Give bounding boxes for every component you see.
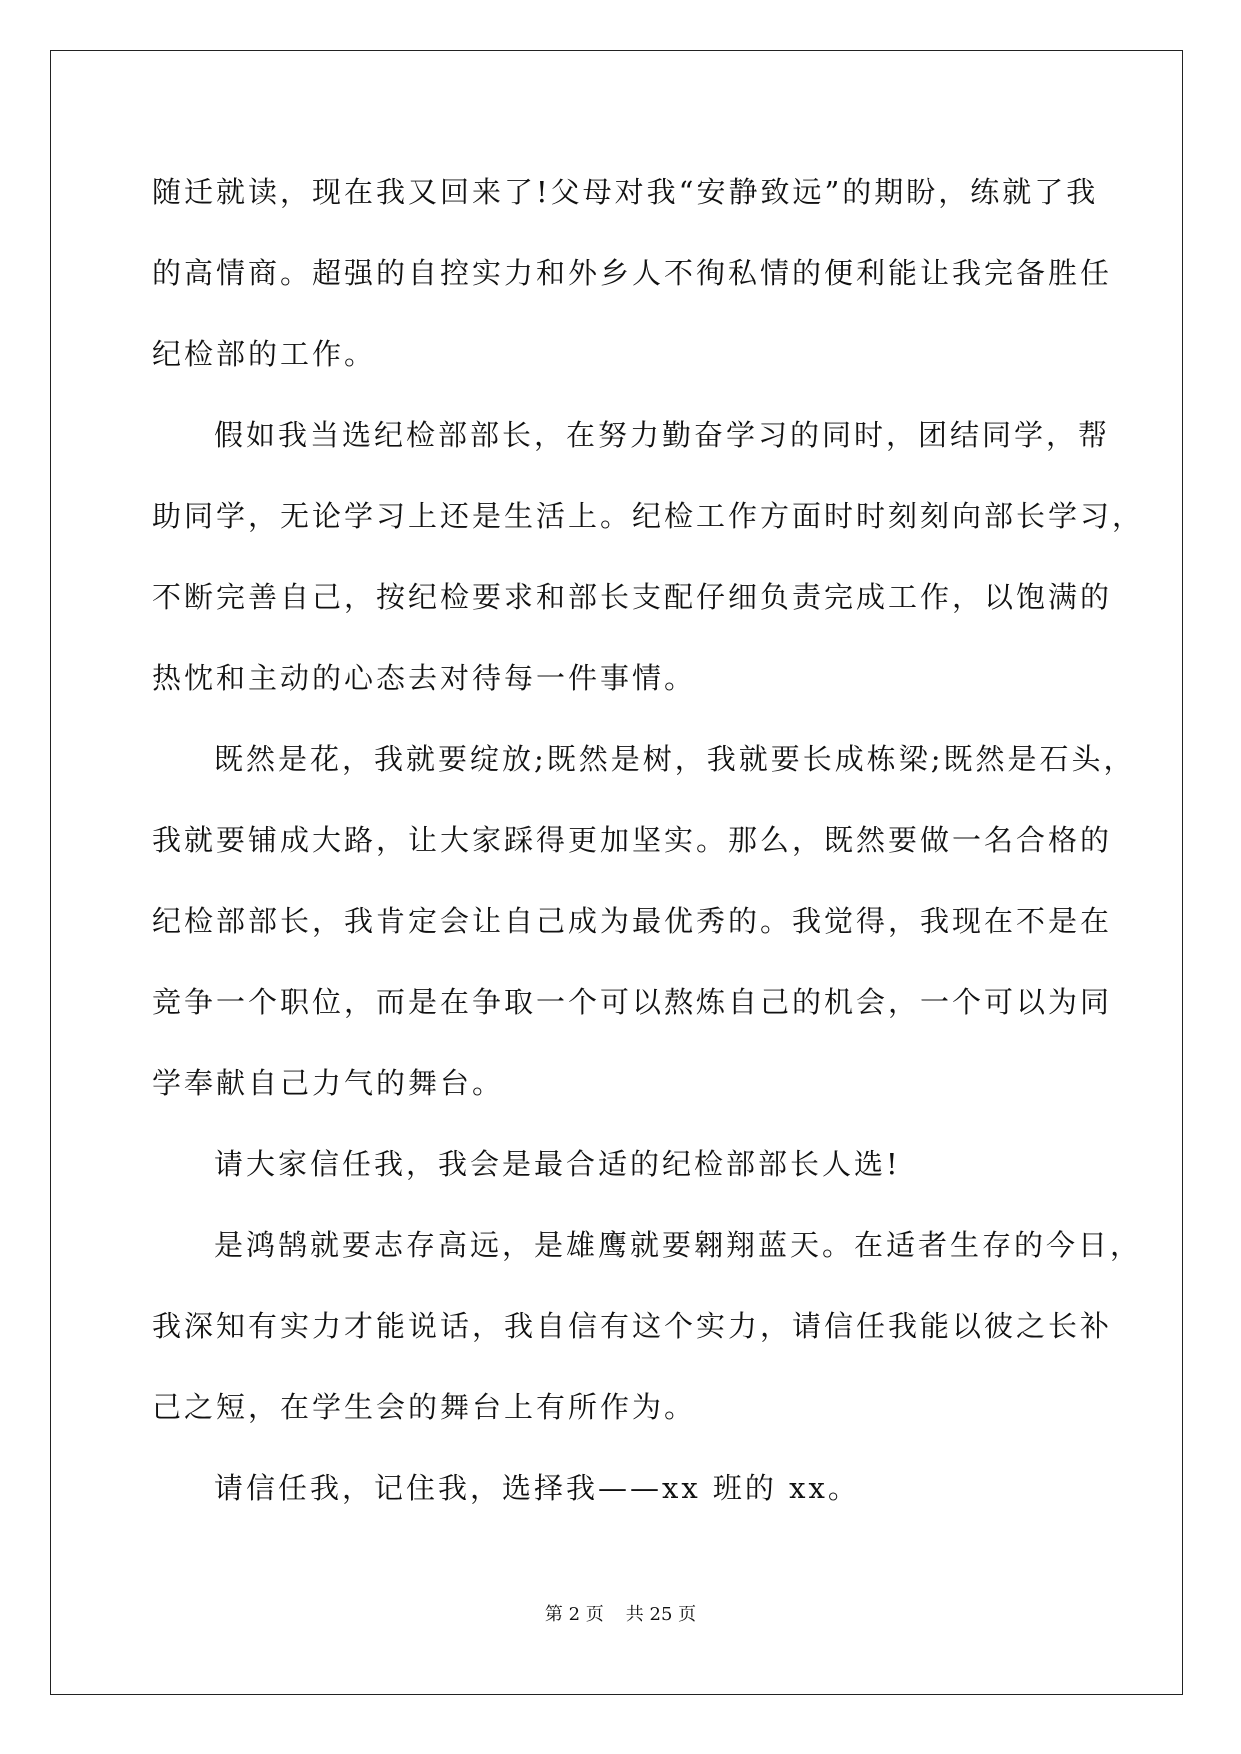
paragraph-start-line: 请信任我，记住我，选择我——xx 班的 xx。 xyxy=(214,1471,860,1505)
paragraph-start-line: 是鸿鹄就要志存高远，是雄鹰就要翱翔蓝天。在适者生存的今日， xyxy=(214,1228,1143,1262)
text-line: 不断完善自己，按纪检要求和部长支配仔细负责完成工作，以饱满的 xyxy=(152,580,1113,614)
document-body xyxy=(152,162,1145,1539)
text-line: 的高情商。超强的自控实力和外乡人不徇私情的便利能让我完备胜任 xyxy=(152,256,1113,290)
paragraph-start-line: 既然是花，我就要绽放;既然是树，我就要长成栋梁;既然是石头， xyxy=(214,742,1136,776)
text-line: 我深知有实力才能说话，我自信有这个实力，请信任我能以彼之长补 xyxy=(152,1309,1113,1343)
text-line: 助同学，无论学习上还是生活上。纪检工作方面时时刻刻向部长学习， xyxy=(152,499,1145,533)
text-line: 随迁就读，现在我又回来了!父母对我“安静致远”的期盼，练就了我 xyxy=(152,175,1099,209)
page-total: 共 25 页 xyxy=(625,1604,697,1625)
paragraph-start-line: 假如我当选纪检部部长，在努力勤奋学习的同时，团结同学，帮 xyxy=(214,418,1111,452)
text-line: 竞争一个职位，而是在争取一个可以熬炼自己的机会，一个可以为同 xyxy=(152,985,1113,1019)
page-footer xyxy=(0,1600,1241,1626)
text-line: 热忱和主动的心态去对待每一件事情。 xyxy=(152,661,697,695)
text-line: 己之短，在学生会的舞台上有所作为。 xyxy=(152,1390,697,1424)
text-line: 纪检部的工作。 xyxy=(152,337,377,371)
page-number: 第 2 页 xyxy=(544,1604,604,1625)
text-line: 我就要铺成大路，让大家踩得更加坚实。那么，既然要做一名合格的 xyxy=(152,823,1113,857)
text-line: 纪检部部长，我肯定会让自己成为最优秀的。我觉得，我现在不是在 xyxy=(152,904,1113,938)
text-line: 学奉献自己力气的舞台。 xyxy=(152,1066,505,1100)
paragraph-start-line: 请大家信任我，我会是最合适的纪检部部长人选! xyxy=(214,1147,901,1181)
